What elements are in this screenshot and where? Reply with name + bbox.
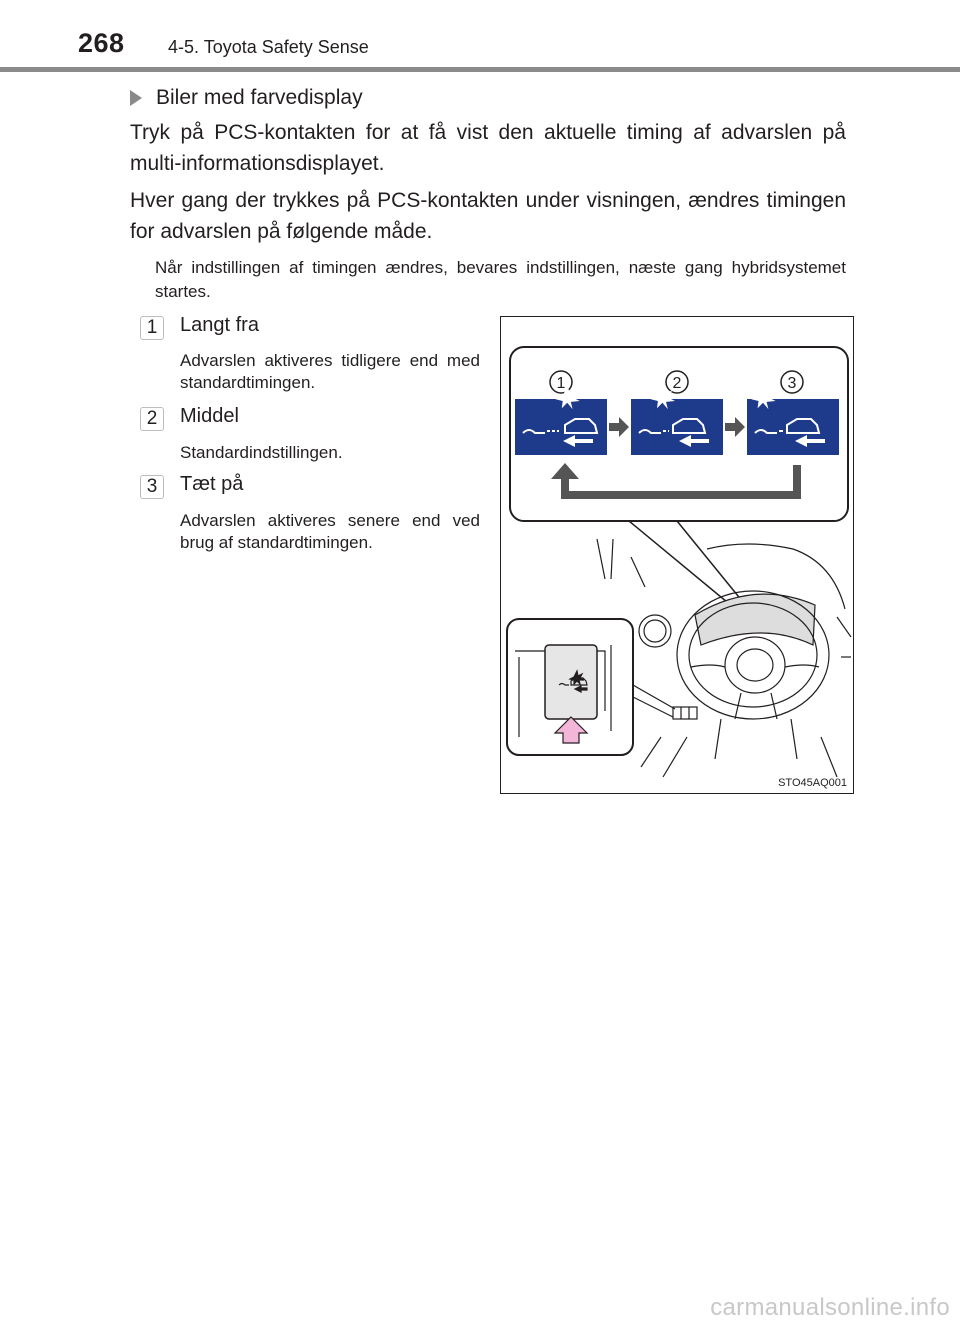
note-text: Når indstillingen af timingen ændres, bevares indstillingen, næste gang hybridsystemet startes. — [155, 258, 846, 301]
paragraph-1: Tryk på PCS-kontakten for at få vist den aktuelle timing af advarslen på multi-informationsdisplayet. — [130, 121, 846, 175]
switch-callout-pointer-top — [633, 685, 675, 709]
item-number-1: 1 — [140, 316, 164, 340]
figure-code: STO45AQ001 — [778, 777, 847, 789]
triangle-bullet-icon — [130, 90, 142, 106]
callout-pointer-right — [677, 521, 747, 607]
section-title: 4-5. Toyota Safety Sense — [168, 37, 369, 57]
callout-pointer-left — [629, 521, 733, 607]
circled-number-1-icon — [550, 371, 572, 393]
item-number-3: 3 — [140, 475, 164, 499]
page-header — [0, 0, 960, 70]
item-title-1: Langt fra — [180, 314, 259, 336]
switch-callout-pointer-bottom — [633, 697, 673, 717]
item-number-2: 2 — [140, 407, 164, 431]
header-rule — [0, 67, 960, 72]
item-description-3: Advarslen aktiveres senere end ved brug af standardtimingen. — [180, 511, 480, 552]
pcs-illustration — [500, 316, 854, 794]
item-description-1: Advarslen aktiveres tidligere end med standardtimingen. — [180, 351, 480, 392]
watermark-text: carmanualsonline.info — [710, 1294, 950, 1321]
item-description-2: Standardindstillingen. — [180, 443, 343, 462]
circled-number-2-icon — [666, 371, 688, 393]
item-title-2: Middel — [180, 405, 239, 427]
dashboard-illustration — [501, 317, 854, 794]
circled-number-3-icon — [781, 371, 803, 393]
page-number: 268 — [78, 28, 125, 58]
label-2: 2 — [672, 375, 682, 392]
subheading-text: Biler med farvedisplay — [156, 86, 363, 109]
label-3: 3 — [787, 375, 797, 392]
subheading — [130, 86, 363, 110]
label-1: 1 — [556, 375, 566, 392]
item-title-3: Tæt på — [180, 473, 244, 495]
paragraph-2: Hver gang der trykkes på PCS-kontakten under visningen, ændres timingen for advarslen på følgende måde. — [130, 189, 846, 243]
dashboard-line-art — [597, 539, 851, 777]
